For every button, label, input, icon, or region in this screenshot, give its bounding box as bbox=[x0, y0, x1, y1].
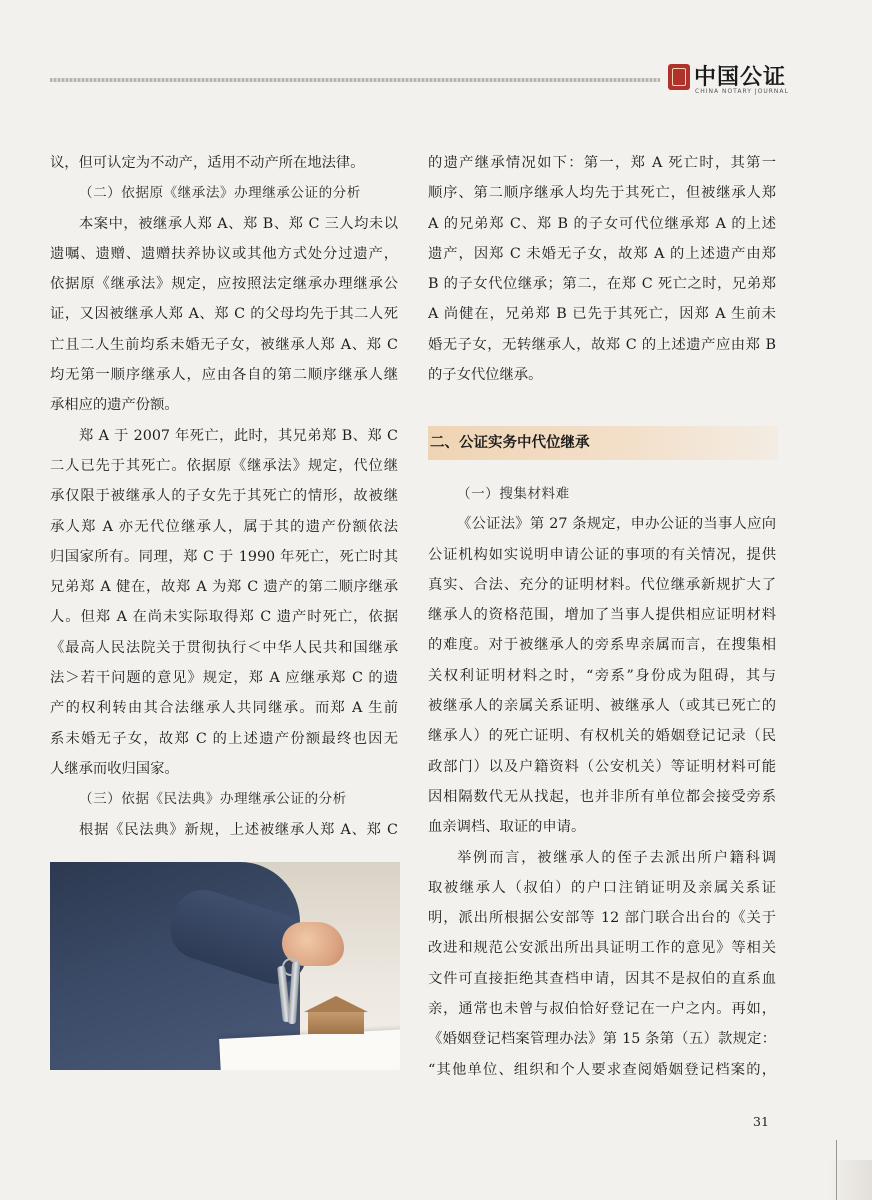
paragraph-line: 承仅限于被继承人的子女先于其死亡的情形，故被继 bbox=[50, 488, 398, 505]
paragraph-line: 亡且二人生前均系未婚无子女，被继承人郑 A、郑 C bbox=[50, 336, 398, 353]
paragraph-line: 的子女代位继承。 bbox=[428, 367, 543, 384]
paragraph-line: 郑 A 于 2007 年死亡，此时，其兄弟郑 B、郑 C bbox=[79, 427, 398, 444]
paragraph-line: 改进和规范公安派出所出具证明工作的意见》等相关 bbox=[428, 940, 776, 957]
paragraph-line: 证，又因被继承人郑 A、郑 C 的父母均先于其二人死 bbox=[50, 306, 398, 323]
page-number: 31 bbox=[753, 1114, 769, 1129]
paragraph-line: 明，派出所根据公安部等 12 部门联合出台的《关于 bbox=[428, 910, 776, 927]
right-column-top bbox=[428, 148, 776, 390]
paragraph-line: 因相隔数代无从找起，也并非所有单位都会接受旁系 bbox=[428, 788, 776, 805]
paragraph-line: 产的权利转由其合法继承人共同继承。而郑 A 生前 bbox=[50, 700, 398, 717]
paragraph-line: A 的兄弟郑 C、郑 B 的子女可代位继承郑 A 的上述 bbox=[428, 215, 776, 232]
journal-logo bbox=[668, 60, 828, 104]
paragraph-line: 《最高人民法院关于贯彻执行＜中华人民共和国继承 bbox=[50, 639, 398, 656]
paragraph-line: 人。但郑 A 在尚未实际取得郑 C 遗产时死亡，依据 bbox=[50, 609, 398, 626]
paragraph-line: 关权利证明材料之时，“旁系”身份成为阻碍，其与 bbox=[428, 667, 776, 684]
house-model-icon bbox=[308, 1012, 364, 1034]
section-heading: 二、公证实务中代位继承 bbox=[428, 426, 778, 460]
page-edge-shadow bbox=[828, 1160, 872, 1200]
page-edge-line bbox=[836, 1140, 837, 1200]
paragraph-line: 政部门）以及户籍资料（公安机关）等证明材料可能 bbox=[428, 758, 776, 775]
paragraph-line: 公证机构如实说明申请公证的事项的有关情况，提供 bbox=[428, 546, 776, 563]
paragraph-line: 本案中，被继承人郑 A、郑 B、郑 C 三人均未以 bbox=[79, 215, 398, 232]
paragraph-line: 《公证法》第 27 条规定，申办公证的当事人应向 bbox=[457, 516, 776, 533]
logo-subtitle: CHINA NOTARY JOURNAL bbox=[695, 88, 789, 95]
paragraph-line: 兄弟郑 A 健在，故郑 A 为郑 C 遗产的第二顺序继承 bbox=[50, 579, 398, 596]
paragraph-line: 顺序、第二顺序继承人均先于其死亡，但被继承人郑 bbox=[428, 185, 776, 202]
paragraph-line: A 尚健在，兄弟郑 B 已先于其死亡，因郑 A 生前未 bbox=[428, 306, 776, 323]
paragraph-line: 系未婚无子女，故郑 C 的上述遗产份额最终也因无 bbox=[50, 730, 398, 747]
paragraph-line: 均无第一顺序继承人，应由各自的第二顺序继承人继 bbox=[50, 367, 398, 384]
paragraph-line: 归国家所有。同理，郑 C 于 1990 年死亡，死亡时其 bbox=[50, 548, 398, 565]
paragraph-line: 遗产，因郑 C 未婚无子女，故郑 A 的上述遗产由郑 bbox=[428, 245, 776, 262]
paragraph-line: 议，但可认定为不动产，适用不动产所在地法律。 bbox=[50, 155, 365, 171]
paragraph-line: 法＞若干问题的意见》规定，郑 A 应继承郑 C 的遗 bbox=[50, 670, 398, 687]
left-column bbox=[50, 148, 398, 845]
paragraph-line: “其他单位、组织和个人要求查阅婚姻登记档案的， bbox=[428, 1061, 776, 1078]
paragraph-line: 承相应的遗产份额。 bbox=[50, 397, 179, 414]
paragraph-line: 根据《民法典》新规，上述被继承人郑 A、郑 C bbox=[79, 821, 398, 838]
paragraph-line: 人继承而收归国家。 bbox=[50, 760, 179, 777]
paragraph-line: 取被继承人（叔伯）的户口注销证明及亲属关系证 bbox=[428, 879, 776, 896]
paragraph-line: 血亲调档、取证的申请。 bbox=[428, 819, 586, 836]
subsection-heading: （三）依据《民法典》办理继承公证的分析 bbox=[79, 791, 347, 808]
paragraph-line: 二人已先于其死亡。依据原《继承法》规定，代位继 bbox=[50, 457, 398, 474]
paragraph-line: 婚无子女，无转继承人，故郑 C 的上述遗产应由郑 B bbox=[428, 336, 776, 353]
article-photo bbox=[50, 862, 400, 1070]
paragraph-line: 《婚姻登记档案管理办法》第 15 条第（五）款规定： bbox=[428, 1031, 776, 1048]
right-column-bottom bbox=[428, 479, 776, 1085]
keys-icon bbox=[276, 958, 306, 1028]
paragraph-line: 文件可直接拒绝其查档申请，因其不是叔伯的直系血 bbox=[428, 970, 776, 987]
paragraph-line: 继承人的资格范围，增加了当事人提供相应证明材料 bbox=[428, 607, 776, 624]
paragraph-line: 遗嘱、遗赠、遗赠扶养协议或其他方式处分过遗产， bbox=[50, 245, 398, 262]
header-rule bbox=[50, 78, 660, 82]
paragraph-line: 举例而言，被继承人的侄子去派出所户籍科调 bbox=[457, 849, 776, 866]
paragraph-line: 的难度。对于被继承人的旁系卑亲属而言，在搜集相 bbox=[428, 637, 776, 654]
paragraph-line: 真实、合法、充分的证明材料。代位继承新规扩大了 bbox=[428, 576, 776, 593]
paragraph-line: 的遗产继承情况如下：第一，郑 A 死亡时，其第一 bbox=[428, 155, 776, 171]
paragraph-line: 承人郑 A 亦无代位继承人，属于其的遗产份额依法 bbox=[50, 518, 398, 535]
logo-title: 中国公证 bbox=[694, 65, 787, 90]
paragraph-line: 被继承人的亲属关系证明、被继承人（或其已死亡的 bbox=[428, 698, 776, 715]
paragraph-line: B 的子女代位继承；第二，在郑 C 死亡之时，兄弟郑 bbox=[428, 276, 776, 293]
paragraph-line: 继承人）的死亡证明、有权机关的婚姻登记记录（民 bbox=[428, 728, 776, 745]
subsection-heading: （二）依据原《继承法》办理继承公证的分析 bbox=[79, 185, 361, 202]
paragraph-line: 依据原《继承法》规定，应按照法定继承办理继承公 bbox=[50, 276, 398, 293]
subsection-heading: （一）搜集材料难 bbox=[457, 486, 570, 502]
seal-icon bbox=[668, 64, 690, 90]
paragraph-line: 亲，通常也未曾与叔伯恰好登记在一户之内。再如， bbox=[428, 1001, 776, 1018]
